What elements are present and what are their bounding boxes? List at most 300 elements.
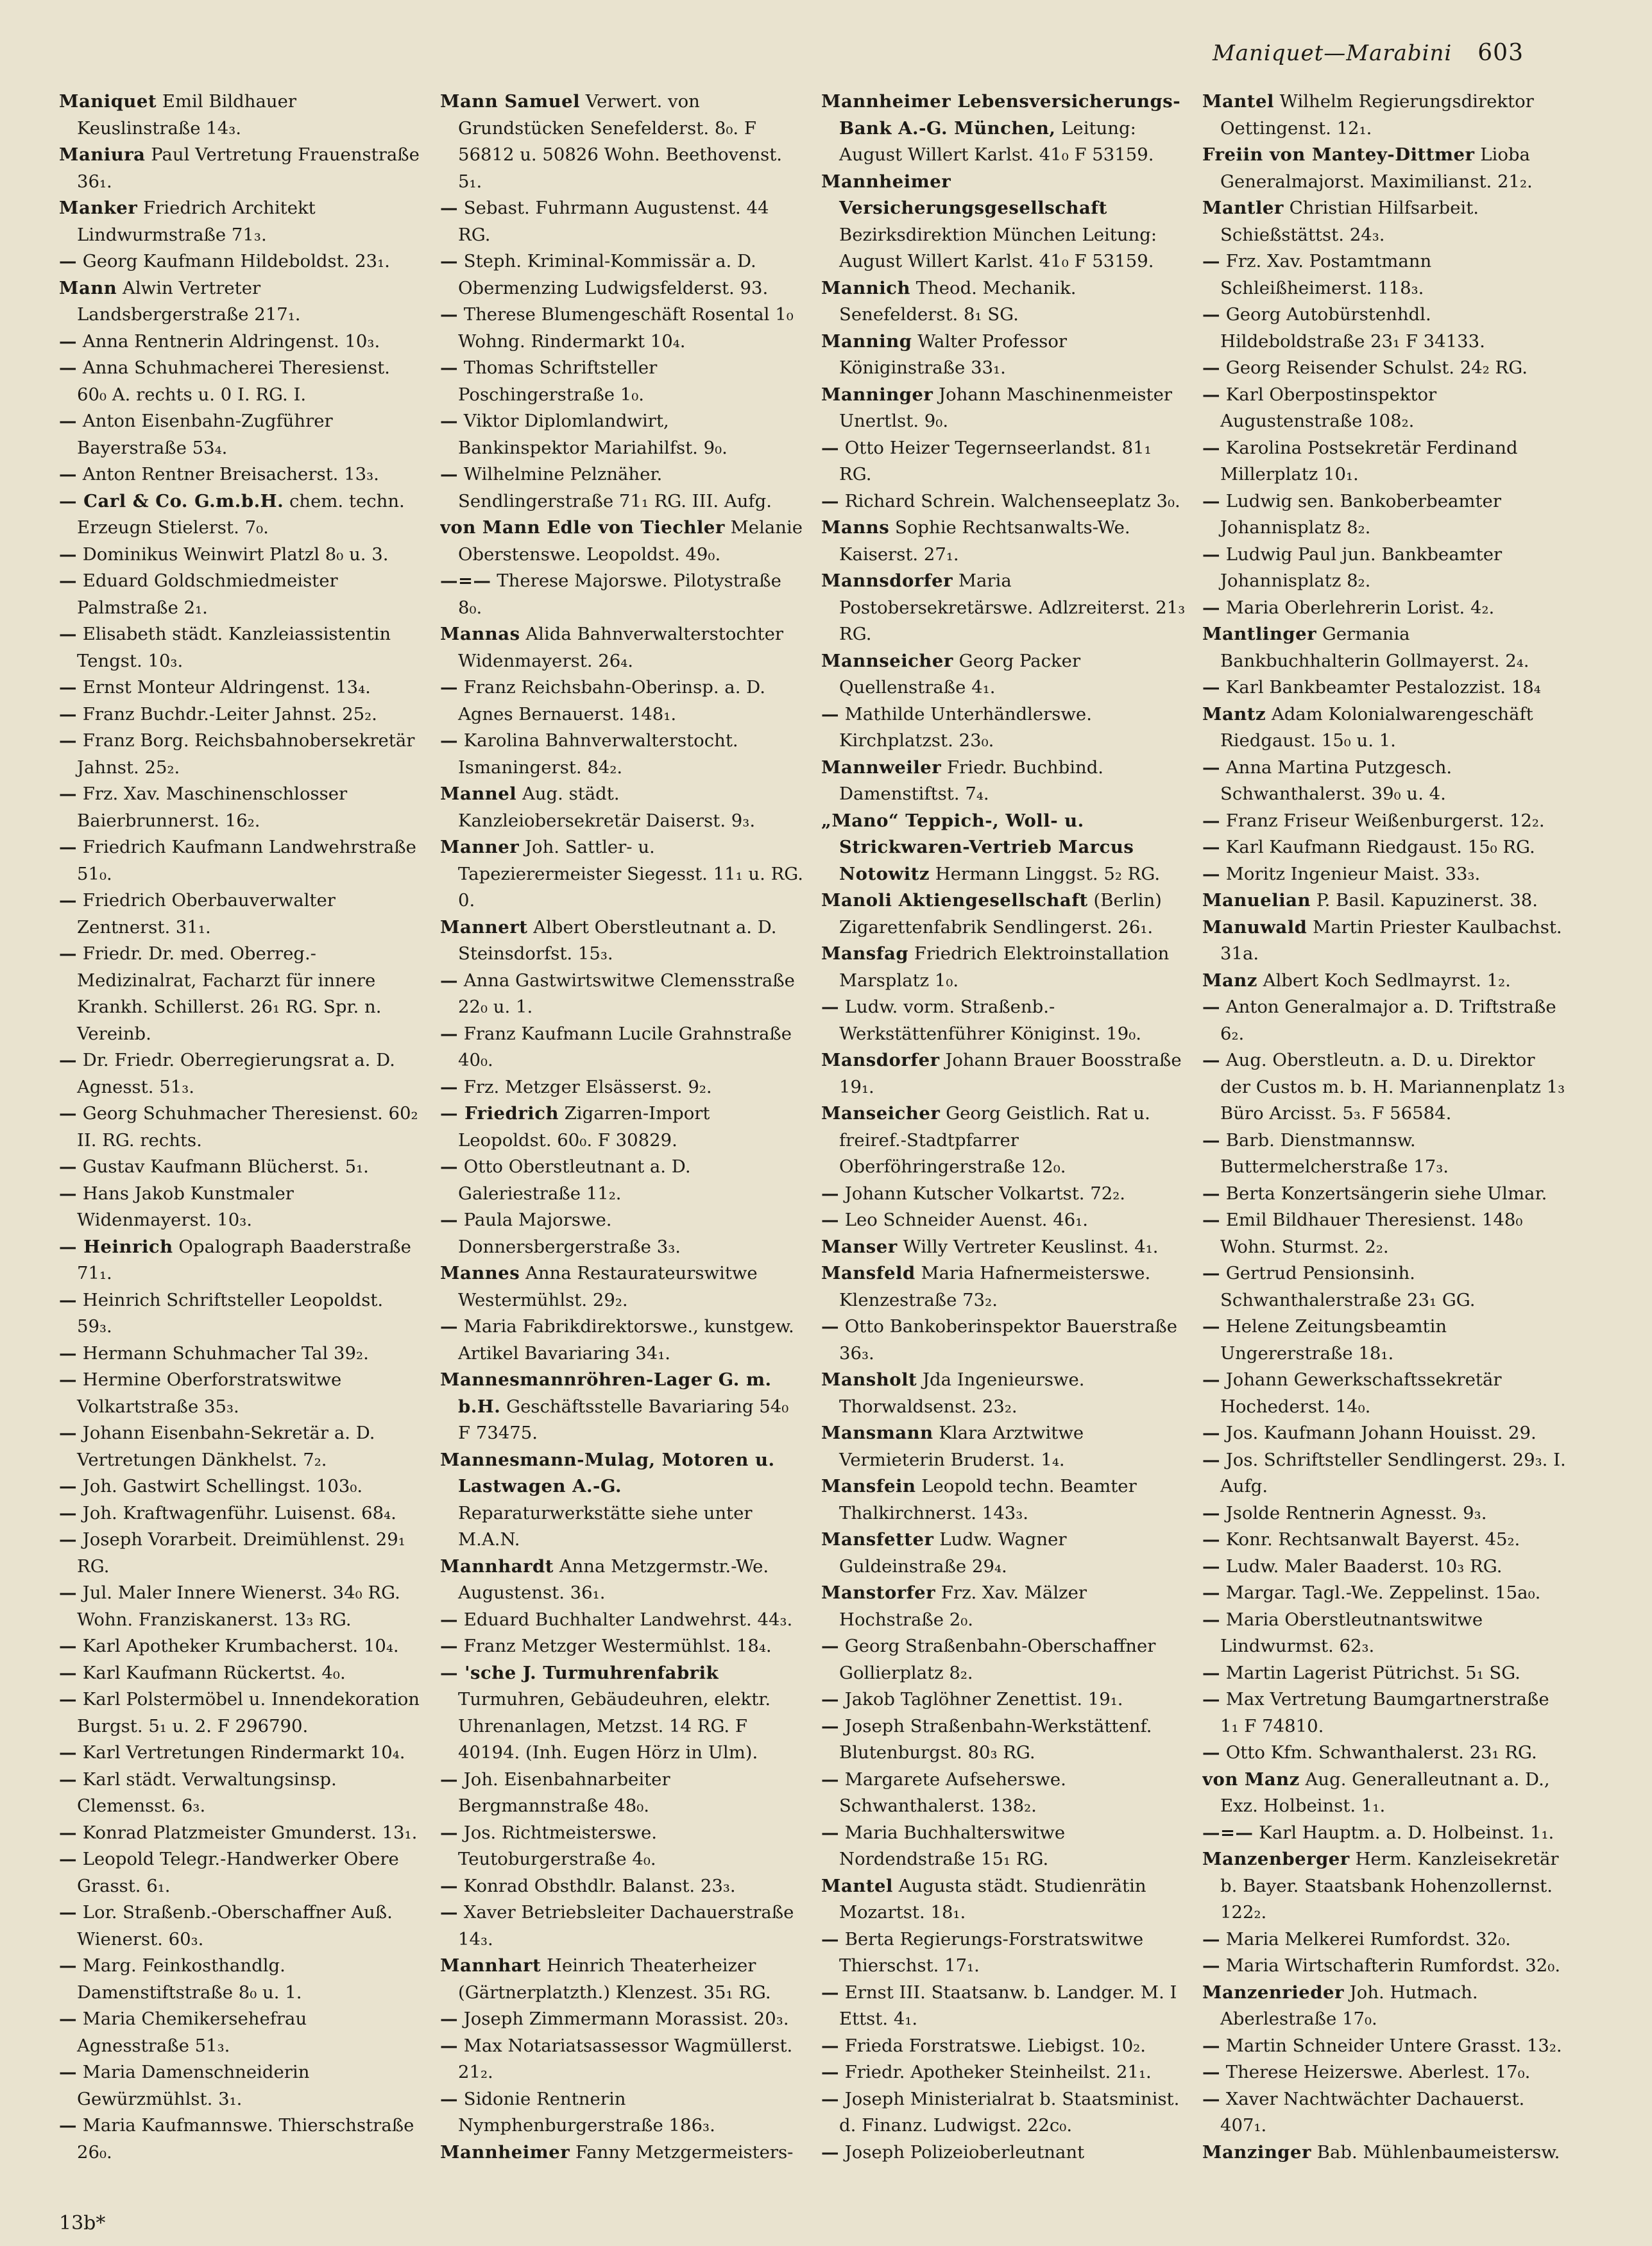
directory-entry <box>59 1686 423 1740</box>
directory-entry <box>59 1473 423 1500</box>
entry-name: Mannhardt <box>440 1556 554 1577</box>
entry-name: Mantel <box>821 1875 893 1896</box>
directory-entry <box>1202 1660 1567 1687</box>
entry-name: Mantz <box>1202 703 1266 724</box>
directory-entry <box>1202 195 1567 248</box>
directory-entry <box>440 248 805 302</box>
entry-name: — 'sche J. Turmuhrenfabrik <box>440 1662 719 1683</box>
entry-details: Maria Kaufmannswe. Thierschstraße 26₀. <box>77 2115 414 2163</box>
entry-details: Georg Geistlich. Rat u. freiref.-Stadtpfarrer Oberföhringerstraße 12₀. <box>839 1103 1150 1177</box>
entry-details: Friedrich Elektroinstallation Marsplatz 1₀. <box>839 943 1170 991</box>
directory-entry <box>440 674 805 728</box>
page-header <box>1193 40 1524 66</box>
directory-entry <box>440 1207 805 1260</box>
directory-entry <box>821 329 1186 382</box>
entry-details: Walter Professor Königinstraße 33₁. <box>839 330 1068 378</box>
entry-details: Ludw. vorm. Straßenb.-Werkstättenführer Königinst. 19₀. <box>839 997 1142 1044</box>
directory-entry <box>440 2139 805 2168</box>
entry-name: — <box>440 251 458 271</box>
entry-details: Franz Kaufmann Lucile Grahnstraße 40₀. <box>458 1023 792 1070</box>
directory-entry <box>1202 142 1567 195</box>
entry-details: Max Vertretung Baumgartnerstraße 1₁ F 74810. <box>1220 1689 1549 1736</box>
entry-name: — <box>440 198 458 218</box>
directory-entry <box>59 1660 423 1687</box>
directory-entry <box>1202 887 1567 914</box>
entry-details: Sophie Rechtsanwalts-We. Kaiserst. 27₁. <box>839 517 1130 565</box>
entry-name: — <box>1202 1423 1220 1443</box>
entry-name: — <box>1202 1316 1220 1337</box>
entry-name: — <box>1202 1129 1220 1151</box>
entry-name: Manzenberger <box>1202 1849 1350 1869</box>
entry-details: (Berlin) Zigarettenfabrik Sendlingerst. 26₁. <box>839 890 1162 938</box>
entry-name: — <box>1202 2035 1220 2056</box>
entry-details: Joh. Eisenbahnarbeiter Bergmannstraße 48₀. <box>458 1769 670 1816</box>
entry-details: Franz Buchdr.-Leiter Jahnst. 25₂. <box>82 703 377 724</box>
entry-details: Aug. städt. Kanzleiobersekretär Daiserst. 9₃. <box>458 784 756 831</box>
entry-name: Manuelian <box>1202 890 1311 911</box>
directory-entry <box>1202 1926 1567 1953</box>
directory-entry <box>821 1633 1186 1686</box>
entry-name: — <box>1202 544 1220 565</box>
entry-name: Mantlinger <box>1202 624 1317 644</box>
directory-entry <box>821 887 1186 941</box>
entry-details: Sidonie Rentnerin Nymphenburgerstraße 186₃. <box>458 2088 715 2136</box>
directory-entry <box>440 1101 805 1154</box>
directory-entry <box>440 2033 805 2086</box>
entry-details: Otto Oberstleutnant a. D. Galeriestraße 11₂. <box>458 1156 691 1204</box>
entry-details: Adam Kolonialwarengeschäft Riedgaust. 15₀ u. 1. <box>1220 703 1533 751</box>
entry-details: Germania Bankbuchhalterin Gollmayerst. 2₄. <box>1220 624 1529 671</box>
entry-name: — <box>59 1050 77 1070</box>
directory-entry <box>821 1820 1186 1873</box>
entry-details: Joh. Gastwirt Schellingst. 103₀. <box>82 1476 363 1496</box>
directory-entry <box>59 568 423 621</box>
entry-name: — <box>59 1423 77 1443</box>
entry-name: Mantler <box>1202 198 1284 218</box>
entry-details: Therese Majorswe. Pilotystraße 8₀. <box>458 570 781 618</box>
entry-name: Mantel <box>1202 91 1274 112</box>
directory-entry <box>821 1367 1186 1420</box>
entry-details: Karl Bankbeamter Pestalozzist. 18₄ <box>1225 677 1541 698</box>
entry-name: — <box>1202 1449 1220 1470</box>
entry-details: Franz Metzger Westermühlst. 18₄. <box>463 1636 772 1656</box>
directory-entry <box>821 994 1186 1047</box>
entry-details: Leopold Telegr.-Handwerker Obere Grasst. 6₁. <box>77 1849 399 1896</box>
entry-name: — <box>821 1636 839 1656</box>
directory-entry <box>59 248 423 275</box>
entry-name: — <box>821 703 839 724</box>
entry-details: Anna Martina Putzgesch. Schwanthalerst. 39₀ u. 4. <box>1220 757 1452 804</box>
entry-name: Mansmann <box>821 1423 933 1443</box>
entry-name: — <box>1202 251 1220 271</box>
directory-entry <box>440 728 805 781</box>
directory-entry <box>59 542 423 569</box>
directory-entry <box>440 1154 805 1207</box>
directory-entry <box>440 89 805 195</box>
directory-entry <box>440 1633 805 1660</box>
entry-details: Johann Kutscher Volkartst. 72₂. <box>844 1183 1126 1204</box>
entry-name: — <box>59 464 77 484</box>
directory-entry <box>440 1767 805 1820</box>
entry-name: — <box>59 1849 77 1869</box>
directory-entry <box>821 1686 1186 1713</box>
entry-details: Ludwig sen. Bankoberbeamter Johannisplatz 8₂. <box>1220 490 1501 538</box>
entry-name: — <box>59 837 77 857</box>
entry-name: Manser <box>821 1236 898 1257</box>
directory-entry <box>821 515 1186 568</box>
entry-details: Hermann Linggst. 5₂ RG. <box>935 863 1161 884</box>
directory-entry <box>821 89 1186 169</box>
directory-entry <box>821 2139 1186 2168</box>
directory-entry <box>440 968 805 1021</box>
page-number: 603 <box>1477 40 1524 66</box>
entry-details: Franz Friseur Weißenburgerst. 12₂. <box>1225 810 1545 831</box>
entry-details: Hans Jakob Kunstmaler Widenmayerst. 10₃. <box>77 1183 294 1230</box>
entry-name: Manns <box>821 517 890 538</box>
entry-name: — <box>1202 1742 1220 1763</box>
entry-details: Joh. Kraftwagenführ. Luisenst. 68₄. <box>82 1502 396 1523</box>
entry-name: Freiin von Mantey-Dittmer <box>1202 144 1475 165</box>
directory-entry <box>1202 1127 1567 1181</box>
entry-details: Frieda Forstratswe. Liebigst. 10₂. <box>844 2035 1146 2056</box>
entry-name: Mansfag <box>821 943 909 964</box>
entry-name: — <box>59 1103 77 1124</box>
entry-details: Otto Kfm. Schwanthalerst. 23₁ RG. <box>1225 1742 1537 1763</box>
entry-details: Anton Eisenbahn-Zugführer Bayerstraße 53₄. <box>77 411 333 458</box>
entry-name: — <box>821 1183 839 1204</box>
entry-name: Manzinger <box>1202 2141 1312 2163</box>
entry-name: Manning <box>821 330 912 352</box>
entry-name: „Mano“ Teppich-, Woll- u. Strickwaren-Vertrieb Marcus Notowitz <box>821 810 1134 884</box>
entry-details: Theod. Mechanik. Senefelderst. 8₁ SG. <box>839 277 1077 325</box>
entry-details: Geschäftsstelle Bavariaring 54₀ F 73475. <box>458 1396 789 1443</box>
directory-entry <box>1202 89 1567 142</box>
entry-name: — <box>59 1636 77 1656</box>
directory-entry <box>59 1527 423 1580</box>
entry-details: Friedrich Architekt Lindwurmstraße 71₃. <box>77 198 316 245</box>
column-4 <box>1202 89 1567 2168</box>
entry-name: — <box>1202 384 1220 405</box>
entry-name: — <box>1202 1556 1220 1577</box>
entry-details: Richard Schrein. Walchenseeplatz 3₀. <box>844 490 1180 511</box>
entry-details: Melanie Oberstenswe. Leopoldst. 49₀. <box>458 517 803 565</box>
entry-name: — <box>59 890 77 911</box>
directory-entry <box>59 1341 423 1367</box>
entry-name: — <box>1202 597 1220 618</box>
entry-name: — <box>1202 810 1220 831</box>
entry-details: Maria Buchhalterswitwe Nordendstraße 15₁ RG. <box>839 1822 1066 1869</box>
entry-details: Opalograph Baaderstraße 71₁. <box>77 1236 411 1283</box>
entry-details: Berta Regierungs-Forstratswitwe Thierschst. 17₁. <box>839 1928 1144 1976</box>
entry-details: Wilhelm Regierungsdirektor Oettingenst. 12₁. <box>1220 91 1534 139</box>
entry-details: Frz. Metzger Elsässerst. 9₂. <box>463 1076 712 1097</box>
entry-name: Manuwald <box>1202 916 1307 938</box>
entry-name: — <box>1202 1369 1220 1390</box>
entry-name: — <box>821 2035 839 2056</box>
entry-details: Gertrud Pensionsinh. Schwanthalerstraße 23₁ GG. <box>1220 1263 1476 1310</box>
directory-entry <box>1202 1181 1567 1208</box>
entry-name: — <box>440 411 458 431</box>
entry-details: Anna Gastwirtswitwe Clemensstraße 22₀ u. 1. <box>458 970 795 1017</box>
directory-entry <box>440 1367 805 1447</box>
directory-entry <box>59 701 423 728</box>
entry-name: — <box>821 437 839 458</box>
entry-name: Mansdorfer <box>821 1050 940 1070</box>
directory-entry <box>440 1953 805 2006</box>
entry-name: — <box>440 464 458 484</box>
entry-name: Mannheimer <box>440 2141 570 2163</box>
entry-name: — <box>1202 1662 1220 1683</box>
entry-name: — <box>440 1609 458 1630</box>
entry-details: Moritz Ingenieur Maist. 33₃. <box>1225 863 1481 884</box>
directory-columns <box>59 89 1567 2168</box>
entry-name: — <box>821 2088 839 2109</box>
entry-name: — <box>440 677 458 698</box>
entry-details: Paul Vertretung Frauenstraße 36₁. <box>77 144 420 192</box>
entry-name: Manker <box>59 198 138 218</box>
entry-name: — <box>440 970 458 991</box>
directory-entry <box>821 2086 1186 2139</box>
entry-details: Lioba Generalmajorst. Maximilianst. 21₂. <box>1220 144 1533 192</box>
entry-details: Anton Rentner Breisacherst. 13₃. <box>82 464 379 484</box>
entry-details: chem. techn. Erzeugn Stielerst. 7₀. <box>77 490 405 538</box>
entry-name: — <box>1202 863 1220 884</box>
entry-name: — <box>1202 1689 1220 1710</box>
entry-details: Karolina Bahnverwalterstocht. Ismaningerst. 84₂. <box>458 730 738 778</box>
entry-name: — <box>59 1662 77 1683</box>
column-3 <box>821 89 1186 2168</box>
entry-name: Manz <box>1202 970 1257 991</box>
directory-entry <box>440 1554 805 1607</box>
directory-entry <box>1202 1260 1567 1314</box>
directory-entry <box>440 2006 805 2033</box>
entry-details: Georg Kaufmann Hildeboldst. 23₁. <box>82 251 390 271</box>
directory-entry <box>59 1154 423 1181</box>
directory-entry <box>440 1660 805 1767</box>
entry-name: Mansholt <box>821 1369 917 1390</box>
directory-entry <box>821 1926 1186 1980</box>
entry-details: Karl städt. Verwaltungsinsp. Clemensst. 6₃. <box>77 1769 337 1816</box>
entry-details: Heinrich Theaterheizer (Gärtnerplatzth.) Klenzest. 35₁ RG. <box>458 1955 771 2003</box>
entry-details: Maria Wirtschafterin Rumfordst. 32₀. <box>1225 1955 1561 1976</box>
directory-entry <box>821 1980 1186 2033</box>
entry-details: Maria Hafnermeisterswe. Klenzestraße 73₂. <box>839 1263 1151 1310</box>
directory-entry <box>440 568 805 621</box>
entry-name: — <box>1202 490 1220 511</box>
entry-details: Turmuhren, Gebäudeuhren, elektr. Uhrenanlagen, Metzst. 14 RG. F 40194. (Inh. Eugen Hörz in Ulm). <box>458 1689 771 1763</box>
entry-details: Ludwig Paul jun. Bankbeamter Johannisplatz 8₂. <box>1220 544 1503 591</box>
entry-name: — <box>1202 1529 1220 1550</box>
entry-details: Jakob Taglöhner Zenettist. 19₁. <box>844 1689 1123 1710</box>
directory-entry <box>440 1260 805 1314</box>
directory-entry <box>1202 968 1567 995</box>
directory-entry <box>59 1234 423 1287</box>
entry-details: Franz Reichsbahn-Oberinsp. a. D. Agnes Bernauerst. 148₁. <box>458 677 765 724</box>
entry-name: — <box>821 1210 839 1230</box>
entry-details: Karl Polstermöbel u. Innendekoration Burgst. 5₁ u. 2. F 296790. <box>77 1689 420 1736</box>
entry-name: — <box>59 784 77 804</box>
entry-details: Jda Ingenieurswe. Thorwaldsenst. 23₂. <box>839 1369 1085 1417</box>
entry-name: — <box>440 1076 458 1097</box>
directory-entry <box>59 408 423 461</box>
entry-details: Karl Hauptm. a. D. Holbeinst. 1₁. <box>1259 1822 1554 1843</box>
directory-entry <box>59 1740 423 1767</box>
directory-entry <box>1202 1953 1567 1980</box>
entry-details: Dr. Friedr. Oberregierungsrat a. D. Agnesst. 51₃. <box>77 1050 395 1097</box>
directory-entry <box>821 1527 1186 1580</box>
entry-name: — <box>59 1183 77 1204</box>
entry-details: Georg Straßenbahn-Oberschaffner Gollierplatz 8₂. <box>839 1636 1156 1683</box>
entry-name: — <box>1202 1928 1220 1950</box>
entry-name: —=— <box>440 570 491 591</box>
entry-name: von Manz <box>1202 1769 1300 1790</box>
entry-details: Maria Oberlehrerin Lorist. 4₂. <box>1225 597 1495 618</box>
entry-details: Ernst III. Staatsanw. b. Landger. M. I Ettst. 4₁. <box>839 1982 1177 2029</box>
entry-name: — <box>59 357 77 378</box>
directory-entry <box>1202 355 1567 382</box>
directory-entry <box>59 834 423 887</box>
entry-name: — <box>440 2009 458 2029</box>
entry-name: Mannert <box>440 916 528 938</box>
entry-name: Manninger <box>821 384 933 405</box>
entry-details: Jos. Richtmeisterswe. Teutoburgerstraße 4₀. <box>458 1822 657 1869</box>
entry-details: Berta Konzertsängerin siehe Ulmar. <box>1225 1183 1547 1204</box>
directory-entry <box>1202 1554 1567 1581</box>
directory-entry <box>440 1021 805 1074</box>
entry-details: Konrad Platzmeister Gmunderst. 13₁. <box>82 1822 418 1843</box>
entry-name: Mannesmannröhren-Lager G. m. b.H. <box>440 1369 772 1417</box>
directory-entry <box>59 1767 423 1820</box>
running-title: Maniquet—Marabini <box>1212 40 1452 66</box>
entry-details: Karl Vertretungen Rindermarkt 10₄. <box>82 1742 405 1763</box>
directory-entry <box>440 621 805 674</box>
entry-name: Mann <box>59 277 117 298</box>
directory-entry <box>1202 1580 1567 1607</box>
entry-name: Maniquet <box>59 91 157 112</box>
entry-name: — <box>1202 837 1220 857</box>
entry-details: Steph. Kriminal-Kommissär a. D. Obermenzing Ludwigsfelderst. 93. <box>458 251 769 298</box>
directory-entry <box>59 488 423 542</box>
directory-entry <box>821 435 1186 488</box>
entry-name: — <box>821 1316 839 1337</box>
directory-entry <box>59 461 423 488</box>
entry-details: Wilhelmine Pelznäher. Sendlingerstraße 71₁ RG. III. Aufg. <box>458 464 772 511</box>
directory-entry <box>821 2033 1186 2060</box>
directory-entry <box>821 1420 1186 1473</box>
entry-name: Mannheimer Versicherungsgesellschaft <box>821 171 1107 218</box>
entry-details: Frz. Xav. Postamtmann Schleißheimerst. 118₃. <box>1220 251 1432 298</box>
directory-entry <box>821 2059 1186 2086</box>
directory-entry <box>440 195 805 248</box>
entry-name: — <box>440 1769 458 1790</box>
directory-entry <box>1202 488 1567 542</box>
entry-name: — <box>821 1769 839 1790</box>
directory-entry <box>440 408 805 461</box>
entry-details: Johann Gewerkschaftssekretär Hochederst. 14₀. <box>1220 1369 1502 1417</box>
entry-name: — <box>59 730 77 751</box>
entry-details: Reparaturwerkstätte siehe unter M.A.N. <box>458 1502 753 1550</box>
entry-name: — <box>59 1902 77 1923</box>
directory-entry <box>59 1420 423 1473</box>
entry-details: Klara Arztwitwe Vermieterin Bruderst. 1₄. <box>839 1423 1084 1470</box>
entry-details: Therese Blumengeschäft Rosental 1₀ Wohng. Rindermarkt 10₄. <box>458 304 794 352</box>
entry-name: — <box>440 1822 458 1843</box>
entry-details: Otto Bankoberinspektor Bauerstraße 36₃. <box>839 1316 1177 1364</box>
directory-entry <box>59 887 423 941</box>
entry-name: — <box>440 2088 458 2109</box>
directory-entry <box>821 701 1186 755</box>
entry-name: Mannich <box>821 277 910 298</box>
directory-entry <box>821 1181 1186 1208</box>
directory-entry <box>59 674 423 701</box>
entry-details: Joh. Hutmach. Aberlestraße 17₀. <box>1220 1982 1478 2029</box>
entry-name: — <box>59 1822 77 1843</box>
entry-name: — <box>1202 1050 1220 1070</box>
entry-name: — <box>1202 757 1220 778</box>
entry-name: — <box>59 411 77 431</box>
directory-entry <box>59 1633 423 1660</box>
entry-name: — Friedrich <box>440 1103 559 1124</box>
entry-details: Alida Bahnverwalterstochter Widenmayerst. 26₄. <box>458 624 783 671</box>
entry-details: Emil Bildhauer Theresienst. 148₀ Wohn. Sturmst. 2₂. <box>1220 1210 1523 1257</box>
entry-details: Konr. Rechtsanwalt Bayerst. 45₂. <box>1225 1529 1520 1550</box>
directory-entry <box>59 1047 423 1101</box>
entry-name: — <box>59 1529 77 1550</box>
entry-details: Friedr. Apotheker Steinheilst. 21₁. <box>844 2062 1152 2082</box>
entry-details: Fanny Metzgermeisters- <box>575 2141 794 2163</box>
entry-name: — <box>1202 1955 1220 1976</box>
entry-details: Christian Hilfsarbeit. Schießstättst. 24₃. <box>1220 198 1479 245</box>
directory-entry <box>1202 1527 1567 1554</box>
entry-details: Mathilde Unterhändlerswe. Kirchplatzst. 23₀. <box>839 703 1092 751</box>
entry-details: Georg Autobürstenhdl. Hildeboldstraße 23₁ F 34133. <box>1220 304 1485 352</box>
entry-details: Franz Borg. Reichsbahnobersekretär Jahnst. 25₂. <box>77 730 415 778</box>
directory-entry <box>1202 1767 1567 1820</box>
entry-name: Manner <box>440 837 520 857</box>
directory-entry <box>440 1074 805 1101</box>
directory-entry <box>59 2006 423 2059</box>
directory-entry <box>59 142 423 195</box>
directory-entry <box>821 648 1186 701</box>
directory-entry <box>821 568 1186 648</box>
entry-name: — <box>59 2115 77 2136</box>
directory-entry <box>59 1287 423 1341</box>
entry-name: — <box>1202 1210 1220 1230</box>
directory-entry <box>59 2166 423 2168</box>
directory-entry <box>821 1473 1186 1527</box>
entry-name: Mansfeld <box>821 1263 915 1283</box>
directory-entry <box>1202 542 1567 595</box>
directory-entry <box>821 1207 1186 1234</box>
directory-entry <box>1202 302 1567 355</box>
directory-entry <box>440 461 805 515</box>
directory-entry <box>821 1873 1186 1926</box>
directory-entry <box>59 1846 423 1899</box>
directory-entry <box>59 195 423 248</box>
directory-entry <box>1202 621 1567 674</box>
entry-name: — <box>1202 2062 1220 2082</box>
entry-details: Leitung: August Willert Karlst. 41₀ F 53159. <box>839 117 1154 165</box>
entry-name: — <box>440 1636 458 1656</box>
entry-details: Frz. Xav. Mälzer Hochstraße 2₀. <box>839 1582 1087 1630</box>
entry-name: — <box>1202 1183 1220 1204</box>
directory-entry <box>59 728 423 781</box>
directory-entry <box>1202 1047 1567 1127</box>
entry-name: — <box>440 1875 458 1896</box>
directory-entry <box>1202 1846 1567 1926</box>
entry-name: — <box>1202 2088 1220 2109</box>
entry-name: Mansfein <box>821 1476 916 1496</box>
